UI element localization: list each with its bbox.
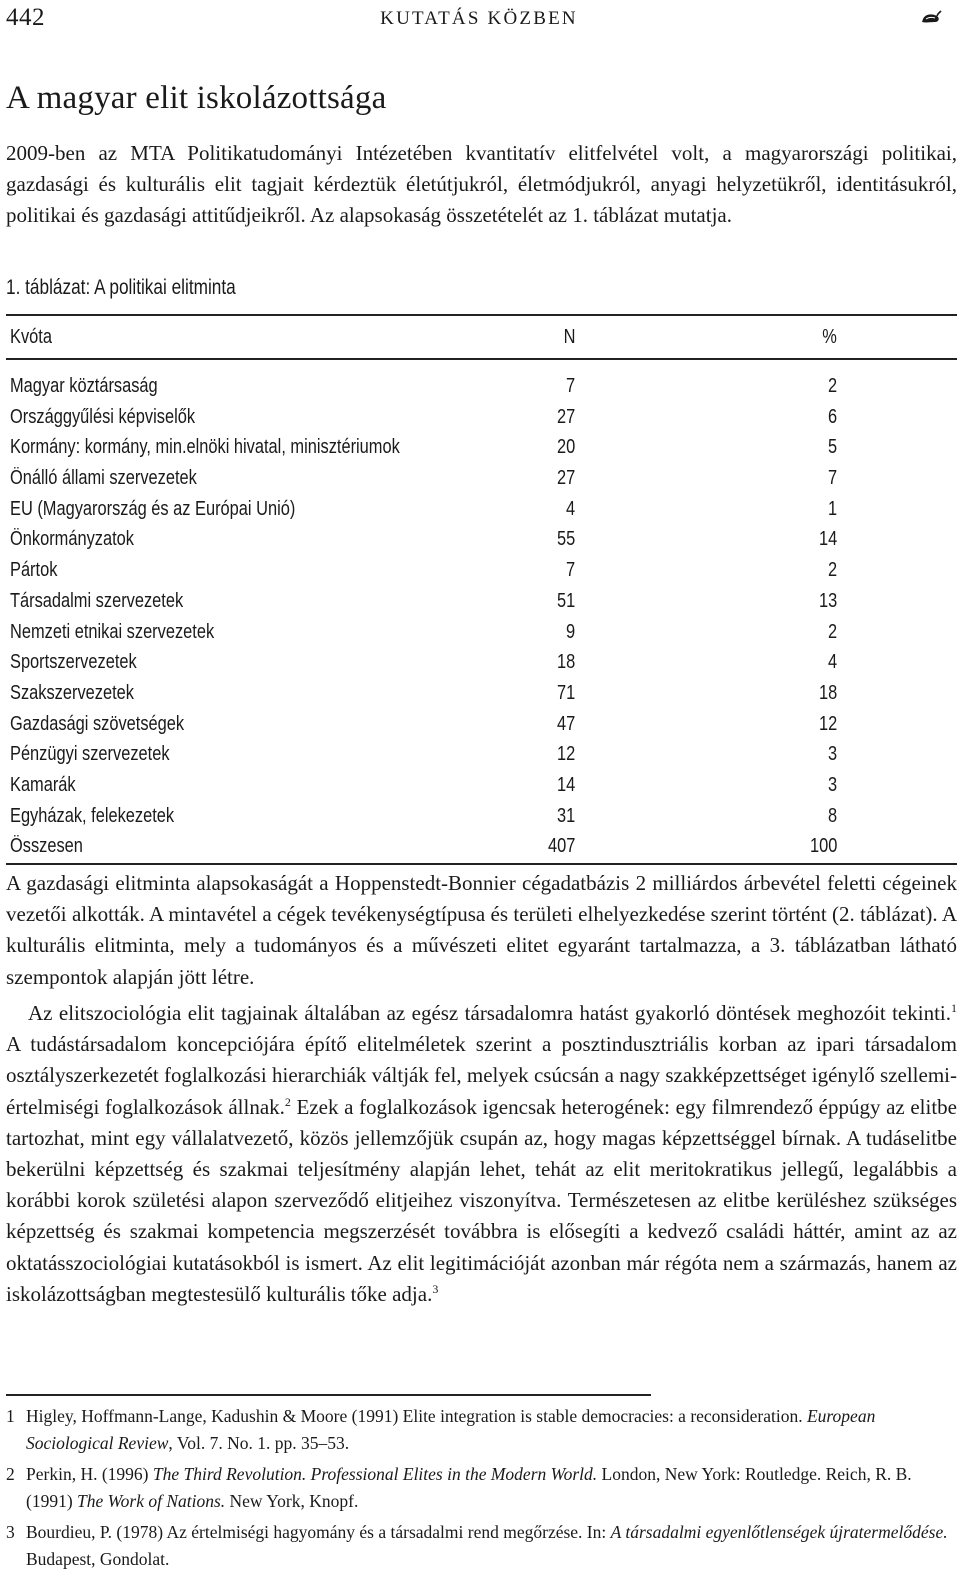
cell-kvota: Magyar köztársaság [10, 375, 158, 397]
cell-percent: 18 [818, 681, 837, 704]
footnote-source-title: European Sociological Review [26, 1406, 876, 1453]
table-row [6, 399, 957, 430]
body-paragraph-2 [6, 998, 957, 1310]
cell-kvota: Nemzeti etnikai szervezetek [10, 620, 215, 643]
table-row [6, 429, 957, 460]
table-row [6, 583, 957, 614]
cell-kvota: Társadalmi szervezetek [10, 589, 184, 612]
cell-percent: 13 [818, 589, 837, 612]
cell-n: 27 [556, 467, 575, 490]
page-number: 442 [6, 4, 45, 31]
footnote-3 [6, 1519, 957, 1572]
footnote-text: Bourdieu, P. (1978) Az értelmiségi hagyomány és a társadalmi rend megőrzése. In: [26, 1522, 611, 1542]
footnote-text: Budapest, Gondolat. [26, 1548, 170, 1569]
footnote-text: Perkin, H. (1996) [26, 1464, 153, 1484]
cell-percent: 3 [827, 743, 837, 766]
cell-n: 20 [556, 436, 575, 459]
footnotes [6, 1403, 957, 1577]
table-row [6, 706, 957, 737]
cell-kvota: Kamarák [10, 773, 76, 796]
cell-n: 12 [556, 743, 575, 766]
table-row [6, 798, 957, 829]
cell-kvota: Szakszervezetek [10, 681, 134, 704]
cell-kvota: Kormány: kormány, min.elnöki hivatal, minisztériumok [10, 436, 400, 459]
footnote-ref-1: 1 [951, 1001, 957, 1015]
footnote-source-title: A társadalmi egyenlőtlenségek újratermelődése. [610, 1522, 948, 1542]
cell-percent: 5 [827, 436, 837, 459]
table-row [6, 552, 957, 583]
cell-percent: 8 [827, 804, 837, 827]
cell-percent: 2 [827, 559, 837, 582]
table-row [6, 767, 957, 798]
cell-kvota: Sportszervezetek [10, 651, 137, 674]
footnote-text: Higley, Hoffmann-Lange, Kadushin & Moore (1991) Elite integration is stable democracies: a reconsideration. [26, 1406, 807, 1426]
footnote-source-title: The Work of Nations. [77, 1490, 226, 1511]
cell-percent: 14 [818, 528, 837, 551]
cell-n: 47 [556, 712, 575, 735]
footnote-2 [6, 1461, 957, 1514]
cell-n: 18 [556, 651, 575, 674]
header-n: N [563, 326, 575, 348]
body-paragraph-2-part-a: Az elitszociológia elit tagjainak általában az egész társadalomra hatást gyakorló döntések meghozóit tekinti. [28, 1001, 951, 1025]
cell-kvota: Országgyűlési képviselők [10, 405, 196, 428]
cell-kvota: Önkormányzatok [10, 528, 134, 551]
table-row [6, 736, 957, 767]
cell-percent: 3 [827, 773, 837, 796]
cell-n: 71 [556, 681, 575, 704]
cell-n: 51 [556, 589, 575, 612]
elite-sample-table [6, 314, 957, 865]
cell-n: 55 [556, 528, 575, 551]
cell-percent: 7 [827, 467, 837, 490]
cell-kvota: Összesen [10, 835, 83, 858]
table-body [6, 360, 957, 863]
footnote-number: 1 [6, 1406, 15, 1426]
footnote-text: London, New York: Routledge. Reich, R. B. (1991) [26, 1464, 912, 1511]
cell-percent: 6 [827, 405, 837, 428]
cell-n: 27 [556, 405, 575, 428]
table-row [6, 675, 957, 706]
footnote-1 [6, 1403, 957, 1456]
cell-n: 31 [556, 804, 575, 827]
intro-paragraph: 2009-ben az MTA Politikatudományi Intézetében kvantitatív elitfelvétel volt, a magyarországi politikai, gazdasági és kulturális elit tagjait kérdeztük életútjukról, életmódjukról, anyagi helyzetükről, identitásukról, politikai és gazdasági attitűdjeikről. Az alapsokaság összetételét az 1. táblázat mutatja. [6, 141, 957, 228]
table-bottom-rule [6, 863, 957, 865]
table-row [6, 614, 957, 645]
cell-n: 4 [565, 497, 575, 520]
cell-kvota: Önálló állami szervezetek [10, 467, 197, 490]
cell-percent: 2 [827, 375, 837, 397]
body-paragraph-2-part-b: A tudástársadalom koncepciójára építő elitelméletek szerint a posztindusztriális korban az ipari társadalom osztályszerkezetét foglalkozási hierarchiák váltják fel, melyek csúcsán a nagy szakképzettséget igénylő szellemi-értelmiségi foglalkozások állnak. [6, 1032, 957, 1119]
table-caption: 1. táblázat: A politikai elitminta [6, 276, 236, 299]
table-row [6, 460, 957, 491]
header-kvota: Kvóta [10, 326, 52, 348]
footnote-source-title: The Third Revolution. Professional Elites in the Modern World. [152, 1464, 598, 1484]
article-title: A magyar elit iskolázottsága [6, 80, 387, 116]
cell-percent: 4 [827, 651, 837, 674]
body-paragraph-1: A gazdasági elitminta alapsokaságát a Hoppenstedt-Bonnier cégadatbázis 2 milliárdos árbevétel feletti cégeinek vezetői alkották. A mintavétel a cégek tevékenységtípusa és területi elhelyezkedése szerint történt (2. táblázat). A kulturális elitminta, mely a tudományos és a művészeti elitet egyaránt tartalmazza, a 3. táblázatban látható szempontok alapján jött létre. [6, 871, 957, 989]
cell-n: 7 [565, 375, 575, 397]
cell-kvota: EU (Magyarország és az Európai Unió) [10, 497, 296, 520]
cell-percent: 12 [818, 712, 837, 735]
pepper-icon [920, 10, 942, 26]
footnote-number: 2 [6, 1464, 15, 1484]
footnote-rule [6, 1394, 651, 1396]
footnote-text: , Vol. 7. No. 1. pp. 35–53. [168, 1432, 350, 1453]
table-row [6, 828, 957, 859]
table-row [6, 644, 957, 675]
footnote-number: 3 [6, 1522, 15, 1542]
cell-n: 9 [565, 620, 575, 643]
cell-kvota: Egyházak, felekezetek [10, 804, 175, 827]
table-row [6, 521, 957, 552]
table-header-row [6, 316, 957, 358]
cell-percent: 2 [827, 620, 837, 643]
cell-kvota: Gazdasági szövetségek [10, 712, 185, 735]
footnote-ref-2: 2 [284, 1094, 291, 1109]
cell-kvota: Pénzügyi szervezetek [10, 743, 170, 766]
cell-n: 7 [565, 559, 575, 582]
cell-percent: 1 [827, 497, 837, 520]
header-percent: % [822, 326, 837, 348]
table-row [6, 368, 957, 399]
cell-percent: 100 [809, 835, 837, 858]
footnote-ref-3: 3 [432, 1281, 439, 1296]
cell-kvota: Pártok [10, 559, 58, 582]
running-head: KUTATÁS KÖZBEN [380, 8, 578, 29]
page-header [6, 4, 952, 34]
cell-n: 14 [556, 773, 575, 796]
footnote-text: New York, Knopf. [225, 1490, 359, 1511]
table-row [6, 491, 957, 522]
body-paragraph-2-part-c: Ezek a foglalkozások igencsak heterogének: egy filmrendező éppúgy az elitbe tartozhat, mint egy vállalatvezető, közös jellemzőjük csupán az, hogy magas képzettséggel bírnak. A tudáselitbe bekerülni képzettség és szakmai teljesítmény alapján lehet, tehát az elit meritokratikus jellegű, legalábbis a korábbi korok születési alapon szerveződő elitjeihez viszonyítva. Természetesen az elitbe kerüléshez szükséges képzettség és szakmai kompetencia megszerzését továbbra is elősegíti a kedvező családi háttér, amint az az oktatásszociológiai kutatásokból is ismert. Az elit legitimációját azonban már régóta nem a származás, hanem az iskolázottságban megtestesülő kulturális tőke adja. [6, 1094, 957, 1306]
cell-n: 407 [547, 835, 575, 858]
